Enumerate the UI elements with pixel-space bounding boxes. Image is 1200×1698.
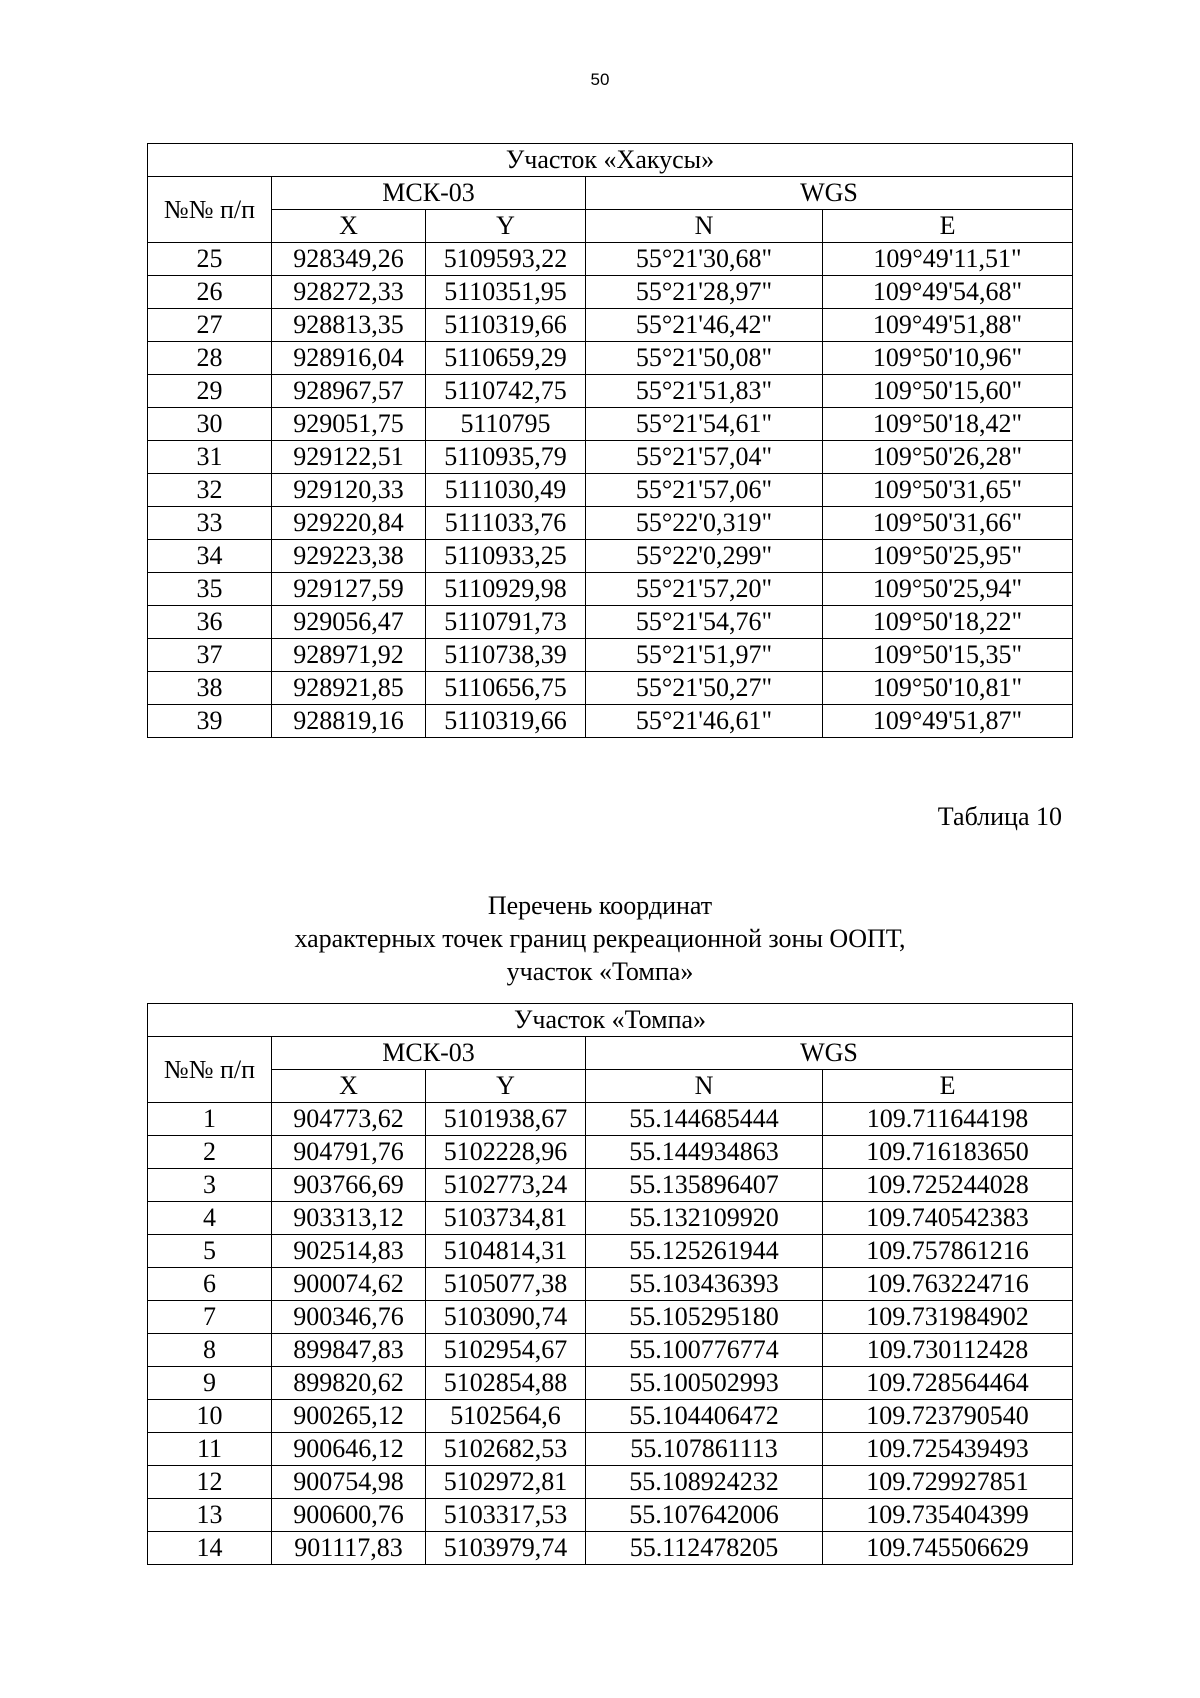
- table-row: [148, 540, 1073, 573]
- table-row: [148, 1202, 1073, 1235]
- cell-e: 109°50'15,35": [823, 639, 1073, 672]
- cell-n: 55.132109920: [586, 1202, 823, 1235]
- cell-n: 55.135896407: [586, 1169, 823, 1202]
- cell-n: 55.105295180: [586, 1301, 823, 1334]
- coordinates-table-tompa: [147, 1003, 1073, 1565]
- cell-e: 109.723790540: [823, 1400, 1073, 1433]
- cell-number: 6: [148, 1268, 272, 1301]
- cell-e: 109°50'31,65": [823, 474, 1073, 507]
- cell-number: 25: [148, 243, 272, 276]
- cell-e: 109.731984902: [823, 1301, 1073, 1334]
- page-number: 50: [590, 70, 610, 89]
- table-row: [148, 1301, 1073, 1334]
- cell-n: 55.100502993: [586, 1367, 823, 1400]
- cell-x: 900754,98: [272, 1466, 426, 1499]
- cell-e: 109.730112428: [823, 1334, 1073, 1367]
- cell-n: 55.103436393: [586, 1268, 823, 1301]
- table-body: [148, 243, 1073, 738]
- table-body: [148, 1103, 1073, 1565]
- cell-y: 5110791,73: [426, 606, 586, 639]
- cell-number: 10: [148, 1400, 272, 1433]
- table-row: [148, 672, 1073, 705]
- cell-x: 900074,62: [272, 1268, 426, 1301]
- cell-number: 27: [148, 309, 272, 342]
- cell-y: 5111030,49: [426, 474, 586, 507]
- cell-x: 904791,76: [272, 1136, 426, 1169]
- cell-number: 38: [148, 672, 272, 705]
- cell-x: 928272,33: [272, 276, 426, 309]
- table-row: [148, 1169, 1073, 1202]
- cell-y: 5102228,96: [426, 1136, 586, 1169]
- column-header-x: X: [272, 1070, 426, 1103]
- table-row: [148, 573, 1073, 606]
- cell-n: 55°21'46,61": [586, 705, 823, 738]
- cell-e: 109.757861216: [823, 1235, 1073, 1268]
- table-row: [148, 1136, 1073, 1169]
- column-header-n: N: [586, 1070, 823, 1103]
- cell-number: 26: [148, 276, 272, 309]
- cell-x: 928921,85: [272, 672, 426, 705]
- cell-y: 5110738,39: [426, 639, 586, 672]
- cell-e: 109.763224716: [823, 1268, 1073, 1301]
- cell-n: 55°21'30,68": [586, 243, 823, 276]
- cell-n: 55.107642006: [586, 1499, 823, 1532]
- column-header-number: №№ п/п: [148, 1037, 272, 1103]
- cell-e: 109.711644198: [823, 1103, 1073, 1136]
- cell-n: 55°21'50,08": [586, 342, 823, 375]
- caption-line: характерных точек границ рекреационной зоны ООПТ,: [294, 924, 906, 953]
- cell-y: 5109593,22: [426, 243, 586, 276]
- table-row: [148, 1433, 1073, 1466]
- cell-e: 109°49'11,51": [823, 243, 1073, 276]
- cell-x: 901117,83: [272, 1532, 426, 1565]
- cell-e: 109.740542383: [823, 1202, 1073, 1235]
- table-row: [148, 1334, 1073, 1367]
- cell-e: 109°50'15,60": [823, 375, 1073, 408]
- column-header-x: X: [272, 210, 426, 243]
- table-caption: [0, 889, 1200, 988]
- column-header-y: Y: [426, 1070, 586, 1103]
- cell-y: 5102773,24: [426, 1169, 586, 1202]
- cell-n: 55°21'46,42": [586, 309, 823, 342]
- cell-n: 55°21'54,61": [586, 408, 823, 441]
- cell-number: 34: [148, 540, 272, 573]
- cell-n: 55.107861113: [586, 1433, 823, 1466]
- column-header-e: E: [823, 1070, 1073, 1103]
- cell-number: 9: [148, 1367, 272, 1400]
- cell-n: 55°21'57,06": [586, 474, 823, 507]
- cell-n: 55°21'51,97": [586, 639, 823, 672]
- cell-number: 35: [148, 573, 272, 606]
- table-number-label: Таблица 10: [937, 802, 1062, 831]
- cell-y: 5110656,75: [426, 672, 586, 705]
- cell-y: 5110795: [426, 408, 586, 441]
- cell-n: 55°21'50,27": [586, 672, 823, 705]
- cell-x: 928819,16: [272, 705, 426, 738]
- table-row: [148, 1235, 1073, 1268]
- cell-y: 5110351,95: [426, 276, 586, 309]
- table-row: [148, 1532, 1073, 1565]
- cell-number: 13: [148, 1499, 272, 1532]
- cell-e: 109°50'18,22": [823, 606, 1073, 639]
- column-header-msk: МСК-03: [272, 177, 586, 210]
- column-header-wgs: WGS: [586, 177, 1073, 210]
- cell-y: 5102854,88: [426, 1367, 586, 1400]
- cell-y: 5110319,66: [426, 309, 586, 342]
- cell-y: 5103317,53: [426, 1499, 586, 1532]
- column-header-wgs: WGS: [586, 1037, 1073, 1070]
- cell-x: 928967,57: [272, 375, 426, 408]
- cell-e: 109°50'31,66": [823, 507, 1073, 540]
- cell-number: 2: [148, 1136, 272, 1169]
- cell-y: 5102682,53: [426, 1433, 586, 1466]
- table-row: [148, 1400, 1073, 1433]
- cell-y: 5103979,74: [426, 1532, 586, 1565]
- cell-e: 109.728564464: [823, 1367, 1073, 1400]
- cell-number: 37: [148, 639, 272, 672]
- cell-y: 5110659,29: [426, 342, 586, 375]
- cell-x: 900265,12: [272, 1400, 426, 1433]
- cell-x: 900600,76: [272, 1499, 426, 1532]
- cell-x: 929127,59: [272, 573, 426, 606]
- cell-n: 55.100776774: [586, 1334, 823, 1367]
- cell-y: 5110935,79: [426, 441, 586, 474]
- cell-e: 109°50'26,28": [823, 441, 1073, 474]
- cell-e: 109°50'10,96": [823, 342, 1073, 375]
- table-row: [148, 606, 1073, 639]
- cell-n: 55°21'57,20": [586, 573, 823, 606]
- cell-e: 109°50'18,42": [823, 408, 1073, 441]
- table-row: [148, 1499, 1073, 1532]
- table-row: [148, 276, 1073, 309]
- table-title: Участок «Томпа»: [148, 1004, 1073, 1037]
- cell-number: 32: [148, 474, 272, 507]
- cell-y: 5102954,67: [426, 1334, 586, 1367]
- cell-y: 5102972,81: [426, 1466, 586, 1499]
- table-row: [148, 474, 1073, 507]
- cell-n: 55°22'0,319": [586, 507, 823, 540]
- cell-e: 109°49'51,88": [823, 309, 1073, 342]
- cell-number: 12: [148, 1466, 272, 1499]
- table-row: [148, 309, 1073, 342]
- cell-number: 1: [148, 1103, 272, 1136]
- cell-y: 5110319,66: [426, 705, 586, 738]
- cell-number: 7: [148, 1301, 272, 1334]
- cell-y: 5105077,38: [426, 1268, 586, 1301]
- cell-number: 36: [148, 606, 272, 639]
- cell-x: 899847,83: [272, 1334, 426, 1367]
- cell-n: 55°21'28,97": [586, 276, 823, 309]
- cell-x: 900346,76: [272, 1301, 426, 1334]
- cell-x: 928813,35: [272, 309, 426, 342]
- caption-line: участок «Томпа»: [506, 957, 694, 986]
- cell-number: 30: [148, 408, 272, 441]
- cell-number: 31: [148, 441, 272, 474]
- table-title: Участок «Хакусы»: [148, 144, 1073, 177]
- cell-n: 55.125261944: [586, 1235, 823, 1268]
- cell-x: 929220,84: [272, 507, 426, 540]
- cell-n: 55°21'54,76": [586, 606, 823, 639]
- cell-number: 29: [148, 375, 272, 408]
- cell-y: 5103734,81: [426, 1202, 586, 1235]
- cell-number: 14: [148, 1532, 272, 1565]
- cell-x: 904773,62: [272, 1103, 426, 1136]
- cell-number: 28: [148, 342, 272, 375]
- cell-y: 5101938,67: [426, 1103, 586, 1136]
- cell-number: 8: [148, 1334, 272, 1367]
- cell-n: 55.144685444: [586, 1103, 823, 1136]
- cell-x: 929120,33: [272, 474, 426, 507]
- cell-e: 109.716183650: [823, 1136, 1073, 1169]
- cell-y: 5110742,75: [426, 375, 586, 408]
- cell-number: 5: [148, 1235, 272, 1268]
- cell-n: 55°21'57,04": [586, 441, 823, 474]
- cell-y: 5110933,25: [426, 540, 586, 573]
- coordinates-table-khakusy: [147, 143, 1073, 738]
- cell-number: 4: [148, 1202, 272, 1235]
- cell-number: 39: [148, 705, 272, 738]
- cell-e: 109.735404399: [823, 1499, 1073, 1532]
- cell-y: 5102564,6: [426, 1400, 586, 1433]
- column-header-n: N: [586, 210, 823, 243]
- cell-e: 109°49'54,68": [823, 276, 1073, 309]
- cell-x: 929056,47: [272, 606, 426, 639]
- cell-e: 109°50'25,95": [823, 540, 1073, 573]
- cell-e: 109.725244028: [823, 1169, 1073, 1202]
- cell-e: 109°50'10,81": [823, 672, 1073, 705]
- column-header-e: E: [823, 210, 1073, 243]
- cell-x: 899820,62: [272, 1367, 426, 1400]
- cell-x: 929051,75: [272, 408, 426, 441]
- cell-e: 109.729927851: [823, 1466, 1073, 1499]
- cell-number: 33: [148, 507, 272, 540]
- cell-n: 55.108924232: [586, 1466, 823, 1499]
- cell-e: 109.745506629: [823, 1532, 1073, 1565]
- cell-x: 902514,83: [272, 1235, 426, 1268]
- cell-x: 903313,12: [272, 1202, 426, 1235]
- cell-number: 11: [148, 1433, 272, 1466]
- table-row: [148, 1103, 1073, 1136]
- cell-x: 900646,12: [272, 1433, 426, 1466]
- table-row: [148, 639, 1073, 672]
- column-header-msk: МСК-03: [272, 1037, 586, 1070]
- cell-x: 928349,26: [272, 243, 426, 276]
- cell-x: 928971,92: [272, 639, 426, 672]
- cell-n: 55°22'0,299": [586, 540, 823, 573]
- cell-y: 5110929,98: [426, 573, 586, 606]
- table-row: [148, 441, 1073, 474]
- cell-x: 929223,38: [272, 540, 426, 573]
- cell-x: 903766,69: [272, 1169, 426, 1202]
- column-header-y: Y: [426, 210, 586, 243]
- cell-y: 5104814,31: [426, 1235, 586, 1268]
- cell-n: 55.144934863: [586, 1136, 823, 1169]
- table-row: [148, 243, 1073, 276]
- cell-y: 5111033,76: [426, 507, 586, 540]
- table-row: [148, 375, 1073, 408]
- cell-x: 928916,04: [272, 342, 426, 375]
- cell-number: 3: [148, 1169, 272, 1202]
- table-row: [148, 1367, 1073, 1400]
- cell-y: 5103090,74: [426, 1301, 586, 1334]
- cell-n: 55.104406472: [586, 1400, 823, 1433]
- cell-n: 55.112478205: [586, 1532, 823, 1565]
- table-row: [148, 342, 1073, 375]
- cell-x: 929122,51: [272, 441, 426, 474]
- cell-e: 109.725439493: [823, 1433, 1073, 1466]
- table-row: [148, 1466, 1073, 1499]
- table-row: [148, 408, 1073, 441]
- table-row: [148, 705, 1073, 738]
- cell-e: 109°50'25,94": [823, 573, 1073, 606]
- column-header-number: №№ п/п: [148, 177, 272, 243]
- caption-line: Перечень координат: [487, 891, 713, 920]
- cell-n: 55°21'51,83": [586, 375, 823, 408]
- table-row: [148, 1268, 1073, 1301]
- table-row: [148, 507, 1073, 540]
- cell-e: 109°49'51,87": [823, 705, 1073, 738]
